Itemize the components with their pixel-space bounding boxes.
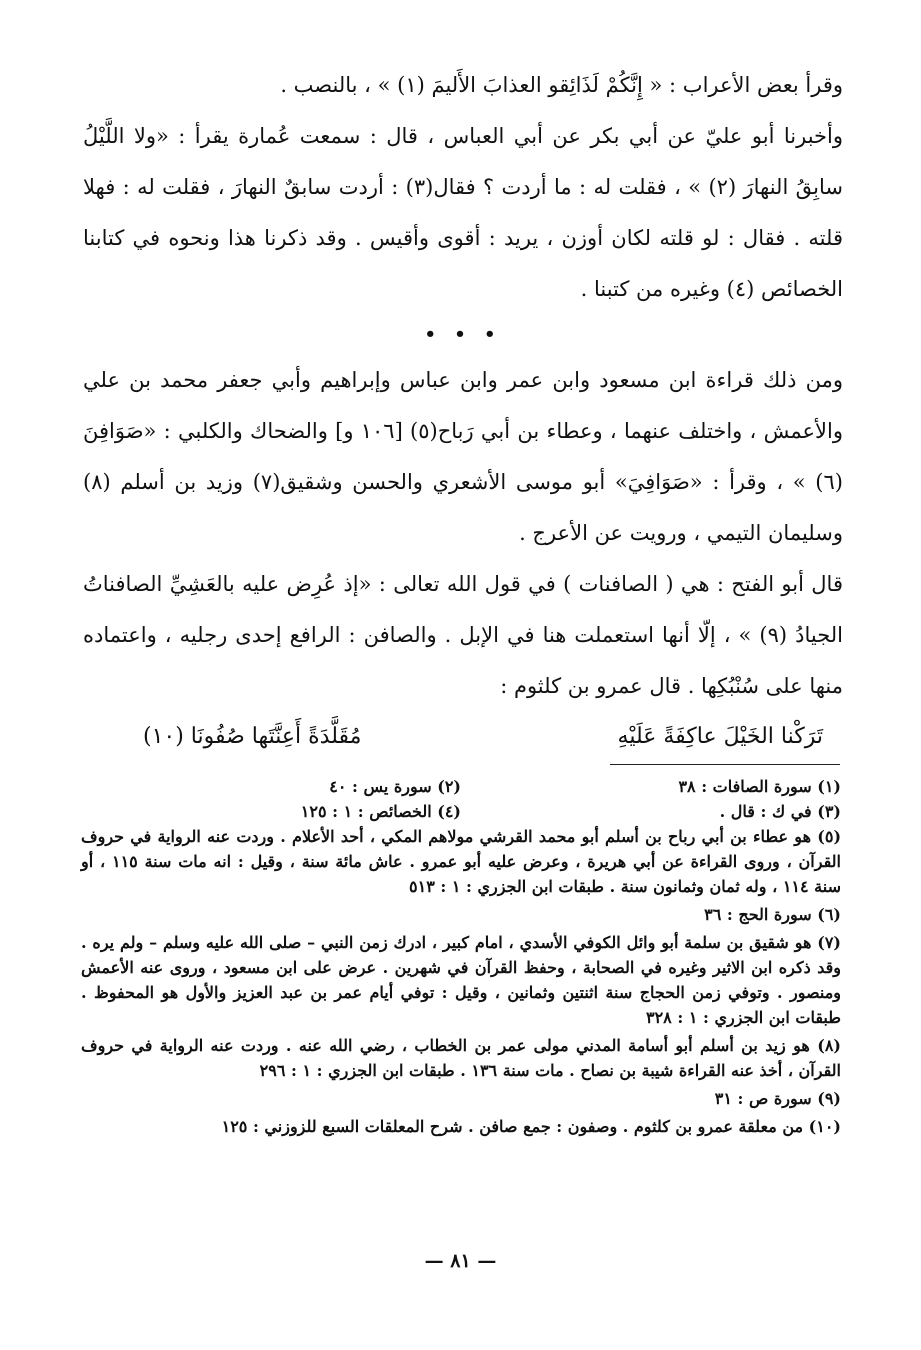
paragraph: وأخبرنا أبو عليّ عن أبي بكر عن أبي العباس ، قال : سمعت عُمارة يقرأ : «ولا اللَّيْلُ سابِقُ النهارَ (٢) » ، فقلت له : ما أردت ؟ فقال(٣) : أردت سابقٌ النهارَ ، فقلت له : فهلا قلته . فقال : لو قلته لكان أوزن ، يريد : أقوى وأقيس . وقد ذكرنا هذا ونحوه في كتابنا الخصائص (٤) وغيره من كتبنا . bbox=[83, 124, 844, 301]
footnote: (٨) هو زيد بن أسلم أبو أسامة المدني مولى عمر بن الخطاب ، رضي الله عنه . وردت عنه الرواية في حروف القرآن ، أخذ عنه القراءة شيبة بن نصاح . مات سنة ١٣٦ . طبقات ابن الجزري : ١ : ٢٩٦ bbox=[81, 1036, 841, 1080]
footnote: (٥) هو عطاء بن أبي رباح بن أسلم أبو محمد القرشي مولاهم المكي ، أحد الأعلام . وردت عنه الرواية في حروف القرآن ، وروى القراءة عن أبي هريرة ، وعرض عليه أبو عمرو . عاش مائة سنة ، وقيل : انه مات سنة ١١٥ ، أو سنة ١١٤ ، وله ثمان وثمانون سنة . طبقات ابن الجزري : ١ : ٥١٣ bbox=[81, 827, 842, 896]
footnote: (١٠) من معلقة عمرو بن كلثوم . وصفون : جمع صافن . شرح المعلقات السبع للزوزني : ١٢٥ bbox=[221, 1117, 841, 1136]
paragraph: وقرأ بعض الأعراب : « إِنَّكُمْ لَذَائِقو العذابَ الأَليمَ (١) » ، بالنصب . bbox=[280, 73, 843, 97]
page-number: — ٨١ — bbox=[424, 1250, 497, 1272]
footnote: (٢) سورة يس : ٤٠ bbox=[329, 777, 461, 796]
main-text bbox=[83, 60, 843, 762]
paragraph: قال أبو الفتح : هي ( الصافنات ) في قول الله تعالى : «إذ عُرِض عليه بالعَشِيِّ الصافناتُ الجيادُ (٩) » ، إلّا أنها استعملت هنا في الإبل . والصافن : الرافع إحدى رجليه ، واعتماده منها على سُنْبُكِها . قال عمرو بن كلثوم : bbox=[83, 572, 843, 698]
footnote: (٤) الخصائص : ١ : ١٢٥ bbox=[300, 802, 461, 821]
verse-hemistich-second: مُقَلَّدَةً أَعِنَّتَها صُفُونَا (١٠) bbox=[143, 724, 362, 749]
poetry-verse bbox=[83, 712, 843, 762]
footnote: (٣) في ك : قال . bbox=[719, 802, 841, 821]
footnote-divider bbox=[610, 764, 840, 765]
section-separator: • • • bbox=[424, 324, 502, 345]
footnote-row bbox=[81, 774, 841, 799]
footnote: (٧) هو شقيق بن سلمة أبو وائل الكوفي الأسدي ، امام كبير ، ادرك زمن النبي – صلى الله عليه وسلم – ولم يره . وقد ذكره ابن الاثير وغيره في الصحابة ، وحفظ القرآن في شهرين . عرض على ابن مسعود ، وروى عنه الأعمش ومنصور . وتوفي زمن الحجاج سنة اثنتين وثمانين ، وقيل : توفي أيام عمر بن عبد العزيز والأول هو المحفوظ . طبقات ابن الجزري : ١ : ٣٢٨ bbox=[81, 933, 841, 1027]
footnote-row bbox=[81, 799, 841, 824]
footnotes bbox=[81, 774, 841, 1142]
footnote: (٦) سورة الحج : ٣٦ bbox=[704, 905, 841, 924]
footnote: (١) سورة الصافات : ٣٨ bbox=[678, 777, 841, 796]
footnote: (٩) سورة ص : ٣١ bbox=[714, 1089, 841, 1108]
paragraph: ومن ذلك قراءة ابن مسعود وابن عمر وابن عباس وإبراهيم وأبي جعفر محمد بن علي والأعمش ، واختلف عنهما ، وعطاء بن أبي رَباح(٥) [١٠٦ و] والضحاك والكلبي : «صَوَافِنَ (٦) » ، وقرأ : «صَوَافِيَ» أبو موسى الأشعري والحسن وشقيق(٧) وزيد بن أسلم (٨) وسليمان التيمي ، ورويت عن الأعرج . bbox=[83, 368, 843, 545]
verse-hemistich-first: تَرَكْنا الخَيْلَ عاكِفَةً عَلَيْهِ bbox=[617, 724, 823, 749]
